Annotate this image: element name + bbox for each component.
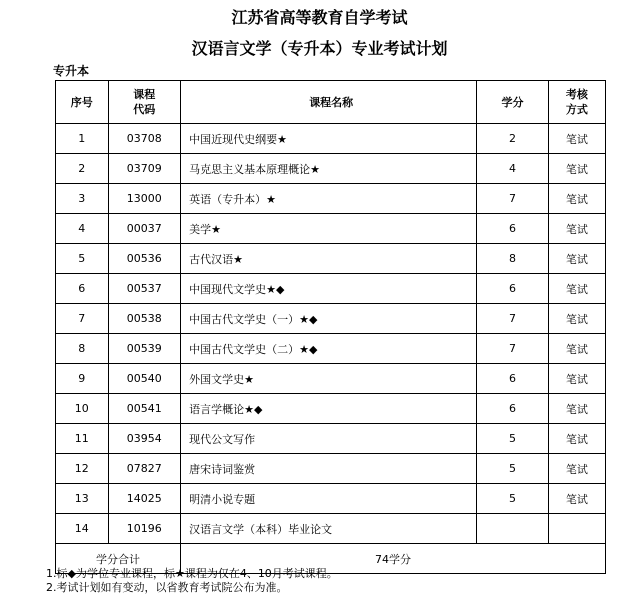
cell-exam: 笔试	[548, 124, 605, 154]
cell-credit: 2	[477, 124, 548, 154]
cell-code: 10196	[108, 514, 181, 544]
cell-no: 12	[56, 454, 109, 484]
table-row	[56, 394, 606, 424]
cell-exam: 笔试	[548, 274, 605, 304]
cell-name: 马克思主义基本原理概论★	[181, 154, 477, 184]
header-code-line2: 代码	[133, 103, 156, 116]
cell-credit: 6	[477, 364, 548, 394]
cell-credit: 7	[477, 304, 548, 334]
cell-name: 中国古代文学史（一）★◆	[181, 304, 477, 334]
cell-credit: 5	[477, 424, 548, 454]
table-row	[56, 334, 606, 364]
table-row	[56, 184, 606, 214]
cell-credit: 6	[477, 214, 548, 244]
cell-name: 美学★	[181, 214, 477, 244]
header-credit: 学分	[477, 81, 548, 124]
cell-code: 07827	[108, 454, 181, 484]
cell-code: 00536	[108, 244, 181, 274]
cell-no: 3	[56, 184, 109, 214]
cell-exam: 笔试	[548, 454, 605, 484]
page-subtitle: 汉语言文学（专升本）专业考试计划	[191, 39, 448, 58]
table-row	[56, 274, 606, 304]
cell-exam	[548, 514, 605, 544]
cell-code: 13000	[108, 184, 181, 214]
cell-credit	[477, 514, 548, 544]
cell-credit: 8	[477, 244, 548, 274]
table-row	[56, 244, 606, 274]
cell-code: 00540	[108, 364, 181, 394]
cell-exam: 笔试	[548, 184, 605, 214]
cell-exam: 笔试	[548, 214, 605, 244]
total-value: 74学分	[181, 544, 606, 574]
cell-name: 汉语言文学（本科）毕业论文	[181, 514, 477, 544]
cell-no: 1	[56, 124, 109, 154]
cell-name: 古代汉语★	[181, 244, 477, 274]
cell-name: 现代公文写作	[181, 424, 477, 454]
cell-code: 00541	[108, 394, 181, 424]
header-no: 序号	[56, 81, 109, 124]
cell-no: 14	[56, 514, 109, 544]
cell-name: 明清小说专题	[181, 484, 477, 514]
cell-credit: 6	[477, 274, 548, 304]
cell-no: 6	[56, 274, 109, 304]
cell-code: 03708	[108, 124, 181, 154]
table-row	[56, 514, 606, 544]
cell-no: 11	[56, 424, 109, 454]
cell-no: 2	[56, 154, 109, 184]
cell-no: 9	[56, 364, 109, 394]
header-exam-line1: 考核	[565, 88, 588, 101]
table-header-row	[56, 81, 606, 124]
cell-code: 00539	[108, 334, 181, 364]
table-row	[56, 424, 606, 454]
cell-name: 外国文学史★	[181, 364, 477, 394]
cell-code: 00538	[108, 304, 181, 334]
cell-no: 5	[56, 244, 109, 274]
cell-credit: 5	[477, 454, 548, 484]
cell-code: 00037	[108, 214, 181, 244]
cell-name: 语言学概论★◆	[181, 394, 477, 424]
cell-credit: 5	[477, 484, 548, 514]
cell-exam: 笔试	[548, 484, 605, 514]
total-label: 学分合计	[56, 544, 181, 574]
header-code-line1: 课程	[133, 88, 156, 101]
cell-code: 03954	[108, 424, 181, 454]
cell-name: 中国古代文学史（二）★◆	[181, 334, 477, 364]
cell-credit: 6	[477, 394, 548, 424]
table-row	[56, 124, 606, 154]
cell-name: 中国现代文学史★◆	[181, 274, 477, 304]
cell-code: 03709	[108, 154, 181, 184]
cell-exam: 笔试	[548, 154, 605, 184]
notes	[46, 567, 338, 595]
cell-credit: 4	[477, 154, 548, 184]
cell-code: 00537	[108, 274, 181, 304]
header-exam-line2: 方式	[565, 103, 588, 116]
table-row	[56, 214, 606, 244]
table-row	[56, 364, 606, 394]
table-row	[56, 154, 606, 184]
cell-no: 13	[56, 484, 109, 514]
header-exam	[548, 81, 605, 124]
header-name: 课程名称	[181, 81, 477, 124]
cell-exam: 笔试	[548, 334, 605, 364]
cell-exam: 笔试	[548, 424, 605, 454]
cell-no: 7	[56, 304, 109, 334]
note-1: 1.标◆为学位专业课程，标★课程为仅在4、10月考试课程。	[46, 567, 338, 580]
cell-no: 4	[56, 214, 109, 244]
table-row	[56, 454, 606, 484]
exam-plan-table	[55, 80, 606, 574]
page-title: 江苏省高等教育自学考试	[231, 8, 408, 27]
cell-credit: 7	[477, 184, 548, 214]
cell-exam: 笔试	[548, 364, 605, 394]
header-code	[108, 81, 181, 124]
table-row	[56, 304, 606, 334]
cell-exam: 笔试	[548, 394, 605, 424]
cell-no: 8	[56, 334, 109, 364]
cell-name: 英语（专升本）★	[181, 184, 477, 214]
table-row	[56, 484, 606, 514]
note-2: 2.考试计划如有变动，以省教育考试院公布为准。	[46, 581, 288, 594]
cell-code: 14025	[108, 484, 181, 514]
level-label: 专升本	[53, 64, 90, 78]
cell-name: 中国近现代史纲要★	[181, 124, 477, 154]
cell-no: 10	[56, 394, 109, 424]
cell-exam: 笔试	[548, 244, 605, 274]
cell-name: 唐宋诗词鉴赏	[181, 454, 477, 484]
cell-credit: 7	[477, 334, 548, 364]
cell-exam: 笔试	[548, 304, 605, 334]
